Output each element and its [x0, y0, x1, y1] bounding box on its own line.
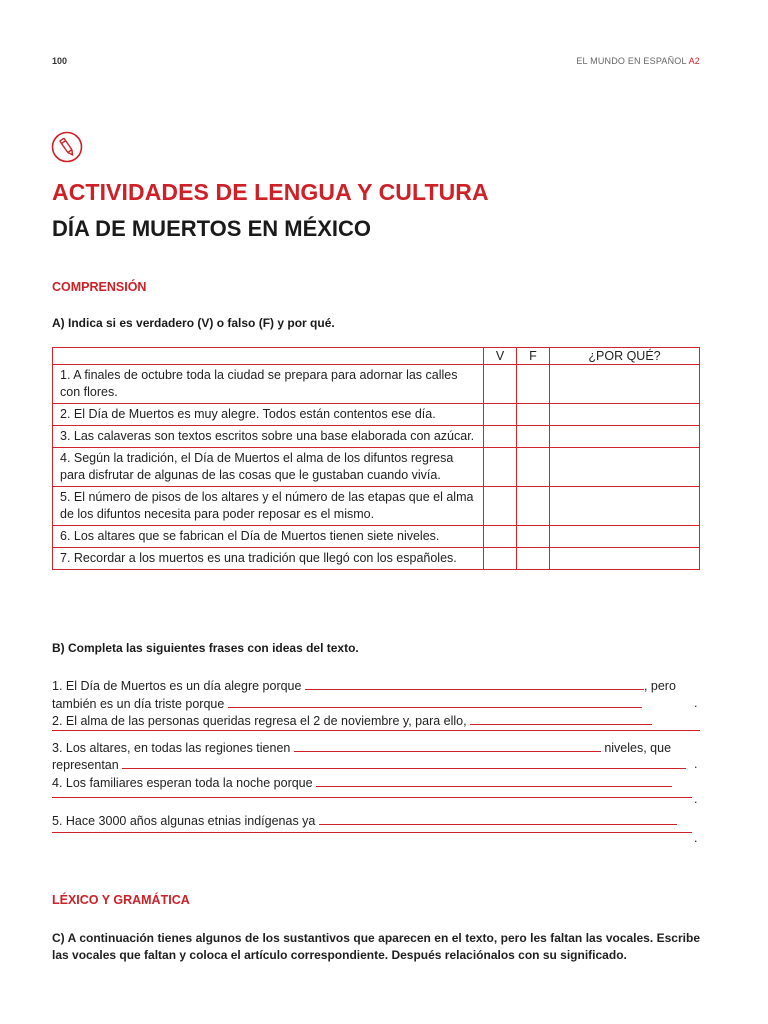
- statement: 1. A finales de octubre toda la ciudad se prepara para adornar las calles con flores.: [53, 365, 484, 404]
- sentence-3-start: 3. Los altares, en todas las regiones tienen: [52, 740, 291, 755]
- sentence-4-start: 4. Los familiares esperan toda la noche porque: [52, 775, 313, 790]
- header-v: V: [484, 348, 517, 365]
- header-f: F: [517, 348, 550, 365]
- section-lexico: LÉXICO Y GRAMÁTICA: [52, 893, 190, 907]
- statement: 5. El número de pisos de los altares y el número de las etapas que el alma de los difuntos necesita para poder reposar es el mismo.: [53, 487, 484, 526]
- header-why: ¿POR QUÉ?: [550, 348, 700, 365]
- sentence-3-line-2: [52, 756, 700, 774]
- book-title-text: EL MUNDO EN ESPAÑOL: [576, 56, 687, 66]
- period: .: [694, 792, 698, 806]
- statement: 4. Según la tradición, el Día de Muertos el alma de los difuntos regresa para disfrutar de algunas de las cosas que le gustaban cuando vivía.: [53, 448, 484, 487]
- table-row: [53, 526, 700, 548]
- table-row: [53, 426, 700, 448]
- blank-5a[interactable]: [319, 812, 677, 825]
- period: .: [694, 757, 698, 771]
- exercise-b-instruction: B) Completa las siguientes frases con ideas del texto.: [52, 641, 359, 655]
- v-cell[interactable]: [484, 526, 517, 548]
- sentence-4-line-2: [52, 791, 700, 812]
- sentence-1-cont: también es un día triste porque: [52, 696, 225, 711]
- blank-1b[interactable]: [228, 695, 642, 708]
- period: .: [694, 695, 698, 710]
- blank-5b[interactable]: [52, 832, 692, 833]
- sentence-2-line-1: [52, 712, 700, 730]
- why-cell[interactable]: [550, 526, 700, 548]
- book-level: A2: [688, 56, 700, 66]
- blank-3a[interactable]: [294, 739, 601, 752]
- f-cell[interactable]: [517, 526, 550, 548]
- section-comprension: COMPRENSIÓN: [52, 280, 147, 294]
- why-cell[interactable]: [550, 426, 700, 448]
- true-false-table: [52, 347, 700, 570]
- why-cell[interactable]: [550, 548, 700, 570]
- blank-4b[interactable]: [52, 797, 692, 798]
- blank-2a[interactable]: [470, 712, 652, 725]
- f-cell[interactable]: [517, 426, 550, 448]
- sentence-3-niveles: niveles, que: [604, 740, 672, 755]
- table-row: [53, 448, 700, 487]
- statement: 6. Los altares que se fabrican el Día de Muertos tienen siete niveles.: [53, 526, 484, 548]
- statement: 7. Recordar a los muertos es una tradición que llegó con los españoles.: [53, 548, 484, 570]
- why-cell[interactable]: [550, 448, 700, 487]
- exercise-a-instruction: A) Indica si es verdadero (V) o falso (F) y por qué.: [52, 316, 335, 330]
- sentence-4-line-1: [52, 774, 700, 792]
- sentence-1-pero: , pero: [643, 679, 676, 693]
- book-title: [576, 56, 700, 66]
- pencil-icon: [51, 131, 83, 163]
- blank-4a[interactable]: [316, 774, 672, 787]
- exercise-c-instruction: C) A continuación tienes algunos de los sustantivos que aparecen en el texto, pero les faltan las vocales. Escribe las vocales que faltan y coloca el artículo correspondiente. Después relaciónalos con su significado.: [52, 931, 700, 962]
- sentence-5-start: 5. Hace 3000 años algunas etnias indígenas ya: [52, 814, 316, 828]
- blank-1a[interactable]: [305, 677, 644, 690]
- table-row: [53, 548, 700, 570]
- why-cell[interactable]: [550, 404, 700, 426]
- f-cell[interactable]: [517, 448, 550, 487]
- v-cell[interactable]: [484, 365, 517, 404]
- v-cell[interactable]: [484, 487, 517, 526]
- v-cell[interactable]: [484, 426, 517, 448]
- statement: 3. Las calaveras son textos escritos sobre una base elaborada con azúcar.: [53, 426, 484, 448]
- sentence-2-line-2: [52, 730, 700, 739]
- table-row: [53, 365, 700, 404]
- sentence-5-line-2: [52, 830, 700, 848]
- v-cell[interactable]: [484, 404, 517, 426]
- sentence-3-cont: representan: [52, 758, 119, 772]
- v-cell[interactable]: [484, 448, 517, 487]
- sentence-3-line-1: [52, 739, 700, 757]
- table-row: [53, 487, 700, 526]
- page-number: 100: [52, 56, 68, 66]
- table-row: [53, 404, 700, 426]
- f-cell[interactable]: [517, 404, 550, 426]
- v-cell[interactable]: [484, 548, 517, 570]
- sentence-1-line-1: [52, 677, 700, 695]
- why-cell[interactable]: [550, 365, 700, 404]
- header-statement: [53, 348, 484, 365]
- table-header-row: [53, 348, 700, 365]
- completion-sentences: [52, 677, 700, 847]
- activity-subtitle: DÍA DE MUERTOS EN MÉXICO: [52, 216, 372, 241]
- period: .: [694, 830, 698, 845]
- sentence-1-start: 1. El Día de Muertos es un día alegre porque: [52, 679, 302, 693]
- sentence-2-start: 2. El alma de las personas queridas regresa el 2 de noviembre y, para ello,: [52, 714, 467, 728]
- f-cell[interactable]: [517, 548, 550, 570]
- activity-title: ACTIVIDADES DE LENGUA Y CULTURA: [52, 179, 489, 205]
- sentence-5-line-1: [52, 812, 700, 830]
- f-cell[interactable]: [517, 365, 550, 404]
- statement: 2. El Día de Muertos es muy alegre. Todos están contentos ese día.: [53, 404, 484, 426]
- f-cell[interactable]: [517, 487, 550, 526]
- blank-2b[interactable]: [52, 730, 700, 731]
- blank-3b[interactable]: [122, 756, 686, 769]
- sentence-1-line-2: [52, 695, 700, 713]
- why-cell[interactable]: [550, 487, 700, 526]
